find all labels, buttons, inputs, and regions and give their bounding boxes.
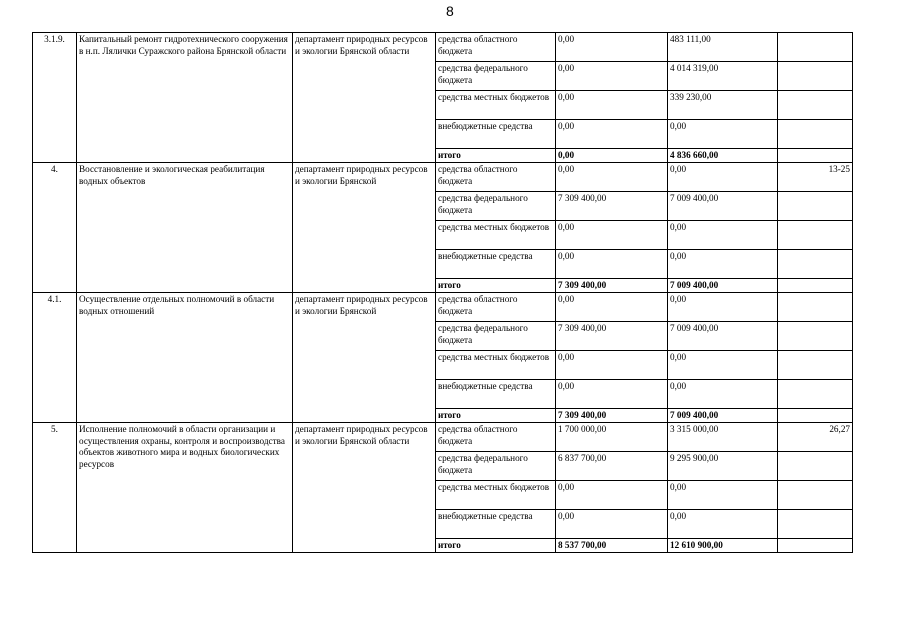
funding-source: внебюджетные средства xyxy=(436,120,556,149)
responsible-organization: департамент природных ресурсов и экологии Брянской xyxy=(293,293,436,423)
budget-table xyxy=(32,32,853,553)
amount-column-2: 7 009 400,00 xyxy=(668,279,778,293)
amount-column-2: 0,00 xyxy=(668,510,778,539)
amount-column-1: 0,00 xyxy=(556,250,668,279)
indicator-reference xyxy=(778,149,853,163)
indicator-reference xyxy=(778,380,853,409)
funding-source: средства областного бюджета xyxy=(436,423,556,452)
indicator-reference xyxy=(778,409,853,423)
indicator-reference xyxy=(778,539,853,553)
item-title: Восстановление и экологическая реабилитация водных объектов xyxy=(77,163,293,293)
indicator-reference xyxy=(778,481,853,510)
indicator-reference xyxy=(778,33,853,62)
indicator-reference xyxy=(778,351,853,380)
funding-source: средства местных бюджетов xyxy=(436,481,556,510)
item-title: Исполнение полномочий в области организации и осуществления охраны, контроля и воспроизводства объектов животного мира и водных биологических ресурсов xyxy=(77,423,293,553)
table-row xyxy=(33,33,853,62)
indicator-reference xyxy=(778,192,853,221)
amount-column-2: 7 009 400,00 xyxy=(668,409,778,423)
indicator-reference xyxy=(778,279,853,293)
item-number: 4. xyxy=(33,163,77,293)
indicator-reference xyxy=(778,322,853,351)
amount-column-2: 12 610 900,00 xyxy=(668,539,778,553)
indicator-reference xyxy=(778,221,853,250)
amount-column-1: 6 837 700,00 xyxy=(556,452,668,481)
funding-source: внебюджетные средства xyxy=(436,510,556,539)
indicator-reference xyxy=(778,91,853,120)
responsible-organization: департамент природных ресурсов и экологии Брянской xyxy=(293,163,436,293)
amount-column-2: 483 111,00 xyxy=(668,33,778,62)
amount-column-2: 7 009 400,00 xyxy=(668,192,778,221)
amount-column-2: 0,00 xyxy=(668,293,778,322)
amount-column-2: 0,00 xyxy=(668,380,778,409)
amount-column-1: 0,00 xyxy=(556,380,668,409)
amount-column-1: 0,00 xyxy=(556,62,668,91)
amount-column-1: 0,00 xyxy=(556,120,668,149)
amount-column-1: 0,00 xyxy=(556,293,668,322)
amount-column-2: 0,00 xyxy=(668,120,778,149)
indicator-reference xyxy=(778,293,853,322)
indicator-reference xyxy=(778,452,853,481)
amount-column-1: 0,00 xyxy=(556,351,668,380)
amount-column-1: 0,00 xyxy=(556,163,668,192)
table-row xyxy=(33,163,853,192)
table-row xyxy=(33,293,853,322)
responsible-organization: департамент природных ресурсов и экологии Брянской области xyxy=(293,33,436,163)
amount-column-1: 7 309 400,00 xyxy=(556,279,668,293)
indicator-reference xyxy=(778,510,853,539)
amount-column-1: 0,00 xyxy=(556,33,668,62)
item-number: 3.1.9. xyxy=(33,33,77,163)
funding-source: средства федерального бюджета xyxy=(436,452,556,481)
funding-source: средства местных бюджетов xyxy=(436,221,556,250)
page-number: 8 xyxy=(446,3,454,19)
funding-source: итого xyxy=(436,279,556,293)
amount-column-2: 4 836 660,00 xyxy=(668,149,778,163)
funding-source: итого xyxy=(436,539,556,553)
indicator-reference xyxy=(778,120,853,149)
amount-column-1: 7 309 400,00 xyxy=(556,322,668,351)
amount-column-2: 0,00 xyxy=(668,163,778,192)
amount-column-1: 0,00 xyxy=(556,149,668,163)
amount-column-1: 7 309 400,00 xyxy=(556,409,668,423)
item-number: 5. xyxy=(33,423,77,553)
funding-source: средства местных бюджетов xyxy=(436,351,556,380)
amount-column-1: 8 537 700,00 xyxy=(556,539,668,553)
table-row xyxy=(33,423,853,452)
funding-source: внебюджетные средства xyxy=(436,380,556,409)
amount-column-2: 9 295 900,00 xyxy=(668,452,778,481)
funding-source: итого xyxy=(436,149,556,163)
funding-source: внебюджетные средства xyxy=(436,250,556,279)
responsible-organization: департамент природных ресурсов и экологии Брянской области xyxy=(293,423,436,553)
amount-column-2: 3 315 000,00 xyxy=(668,423,778,452)
funding-source: средства федерального бюджета xyxy=(436,62,556,91)
funding-source: итого xyxy=(436,409,556,423)
amount-column-2: 0,00 xyxy=(668,221,778,250)
amount-column-2: 339 230,00 xyxy=(668,91,778,120)
funding-source: средства местных бюджетов xyxy=(436,91,556,120)
amount-column-2: 7 009 400,00 xyxy=(668,322,778,351)
amount-column-1: 0,00 xyxy=(556,481,668,510)
amount-column-1: 0,00 xyxy=(556,510,668,539)
funding-source: средства федерального бюджета xyxy=(436,322,556,351)
item-number: 4.1. xyxy=(33,293,77,423)
indicator-reference: 13-25 xyxy=(778,163,853,192)
funding-source: средства областного бюджета xyxy=(436,33,556,62)
amount-column-1: 0,00 xyxy=(556,91,668,120)
amount-column-1: 0,00 xyxy=(556,221,668,250)
amount-column-2: 0,00 xyxy=(668,250,778,279)
funding-source: средства федерального бюджета xyxy=(436,192,556,221)
amount-column-1: 1 700 000,00 xyxy=(556,423,668,452)
amount-column-1: 7 309 400,00 xyxy=(556,192,668,221)
amount-column-2: 4 014 319,00 xyxy=(668,62,778,91)
funding-source: средства областного бюджета xyxy=(436,293,556,322)
amount-column-2: 0,00 xyxy=(668,481,778,510)
item-title: Капитальный ремонт гидротехнического сооружения в н.п. Лялички Суражского района Брянской области xyxy=(77,33,293,163)
item-title: Осуществление отдельных полномочий в области водных отношений xyxy=(77,293,293,423)
indicator-reference xyxy=(778,62,853,91)
amount-column-2: 0,00 xyxy=(668,351,778,380)
funding-source: средства областного бюджета xyxy=(436,163,556,192)
indicator-reference xyxy=(778,250,853,279)
indicator-reference: 26,27 xyxy=(778,423,853,452)
